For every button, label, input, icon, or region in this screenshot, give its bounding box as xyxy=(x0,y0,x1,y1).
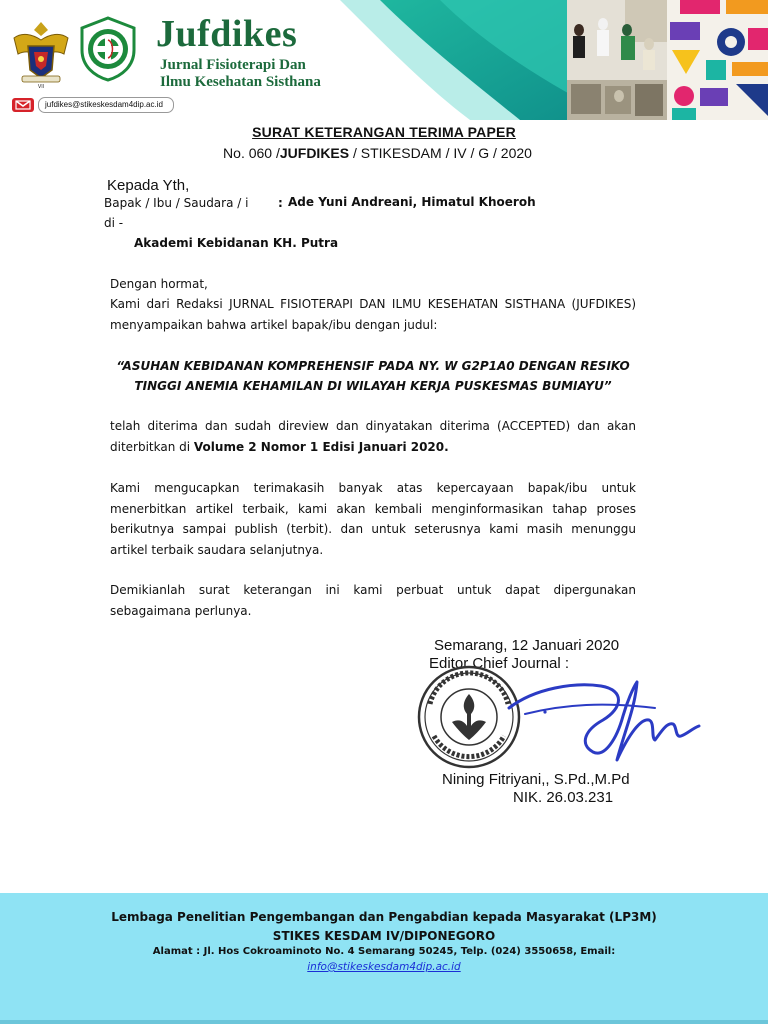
activity-photo-image xyxy=(567,0,667,120)
letter-number-journal: JUFDIKES xyxy=(279,145,350,161)
recipient-label: Bapak / Ibu / Saudara / i xyxy=(104,196,249,210)
activity-photo xyxy=(567,0,667,120)
journal-subtitle xyxy=(160,57,321,91)
signer-role: Editor Chief Journal : xyxy=(429,655,570,672)
svg-text:VII: VII xyxy=(37,84,45,90)
recipient-di: di - xyxy=(104,216,124,230)
signer-nik: NIK. 26.03.231 xyxy=(513,789,614,806)
journal-subtitle-line1: Jurnal Fisioterapi Dan xyxy=(160,57,306,73)
footer-address: Alamat : Jl. Hos Cokroaminoto No. 4 Semarang 50245, Telp. (024) 3550658, Email: xyxy=(152,946,616,957)
footer-college: STIKES KESDAM IV/DIPONEGORO xyxy=(272,929,496,943)
intro-paragraph: Kami dari Redaksi JURNAL FISIOTERAPI DAN ILMU KESEHATAN SISTHANA (JUFDIKES) menyampaikan bahwa artikel bapak/ibu dengan judul: xyxy=(110,297,636,332)
mail-icon xyxy=(12,98,34,112)
closing-paragraph: Demikianlah surat keterangan ini kami perbuat untuk dapat dipergunakan sebagaimana perlunya. xyxy=(110,583,636,618)
publication-volume: Volume 2 Nomor 1 Edisi Januari 2020. xyxy=(193,439,449,454)
paper-title: “ASUHAN KEBIDANAN KOMPREHENSIF PADA NY. W G2P1A0 DENGAN RESIKO TINGGI ANEMIA KEHAMILAN DI WILAYAH KERJA PUSKESMAS BUMIAYU” xyxy=(116,359,630,393)
salutation-to: Kepada Yth, xyxy=(107,177,190,194)
letter-number xyxy=(0,145,755,161)
thanks-paragraph: Kami mengucapkan terimakasih banyak atas kepercayaan bapak/ibu untuk menerbitkan artikel terbaik, kami akan kembali menginformasikan tahap proses berikutnya sampai publish (terbit). dan untuk seterusnya kami masih menunggu artikel terbaik saudara selanjutnya. xyxy=(110,481,636,557)
acceptance-paragraph xyxy=(110,416,636,457)
header-email xyxy=(12,96,174,114)
place-date: Semarang, 12 Januari 2020 xyxy=(434,637,620,654)
recipient-colon: : xyxy=(278,196,283,210)
greeting: Dengan hormat, xyxy=(110,277,208,291)
letterhead xyxy=(0,0,768,120)
handwritten-signature xyxy=(505,668,701,768)
recipient-institution: Akademi Kebidanan KH. Putra xyxy=(134,236,339,250)
kesdam-emblem-icon xyxy=(10,16,72,90)
signer-name: Nining Fitriyani,, S.Pd.,M.Pd xyxy=(442,771,630,788)
acceptance-text: telah diterima dan sudah direview dan dinyatakan diterima (ACCEPTED) dan akan diterbitkan di xyxy=(110,419,636,454)
header-email-text[interactable]: jufdikes@stikeskesdam4dip.ac.id xyxy=(38,97,174,113)
stikes-logo-icon xyxy=(78,16,138,82)
footer-bottom-rule xyxy=(0,1020,768,1024)
letter-number-suffix: / STIKESDAM / IV / G / 2020 xyxy=(349,145,532,161)
footer-email-link[interactable]: info@stikeskesdam4dip.ac.id xyxy=(307,961,461,973)
journal-name: Jufdikes xyxy=(156,13,298,55)
journal-subtitle-line2: Ilmu Kesehatan Sisthana xyxy=(160,74,321,90)
footer-institution: Lembaga Penelitian Pengembangan dan Pengabdian kepada Masyarakat (LP3M) xyxy=(111,910,657,924)
letter-number-prefix: No. 060 / xyxy=(223,145,280,161)
recipient-names: Ade Yuni Andreani, Himatul Khoeroh xyxy=(288,195,536,209)
letter-title: SURAT KETERANGAN TERIMA PAPER xyxy=(252,124,516,140)
